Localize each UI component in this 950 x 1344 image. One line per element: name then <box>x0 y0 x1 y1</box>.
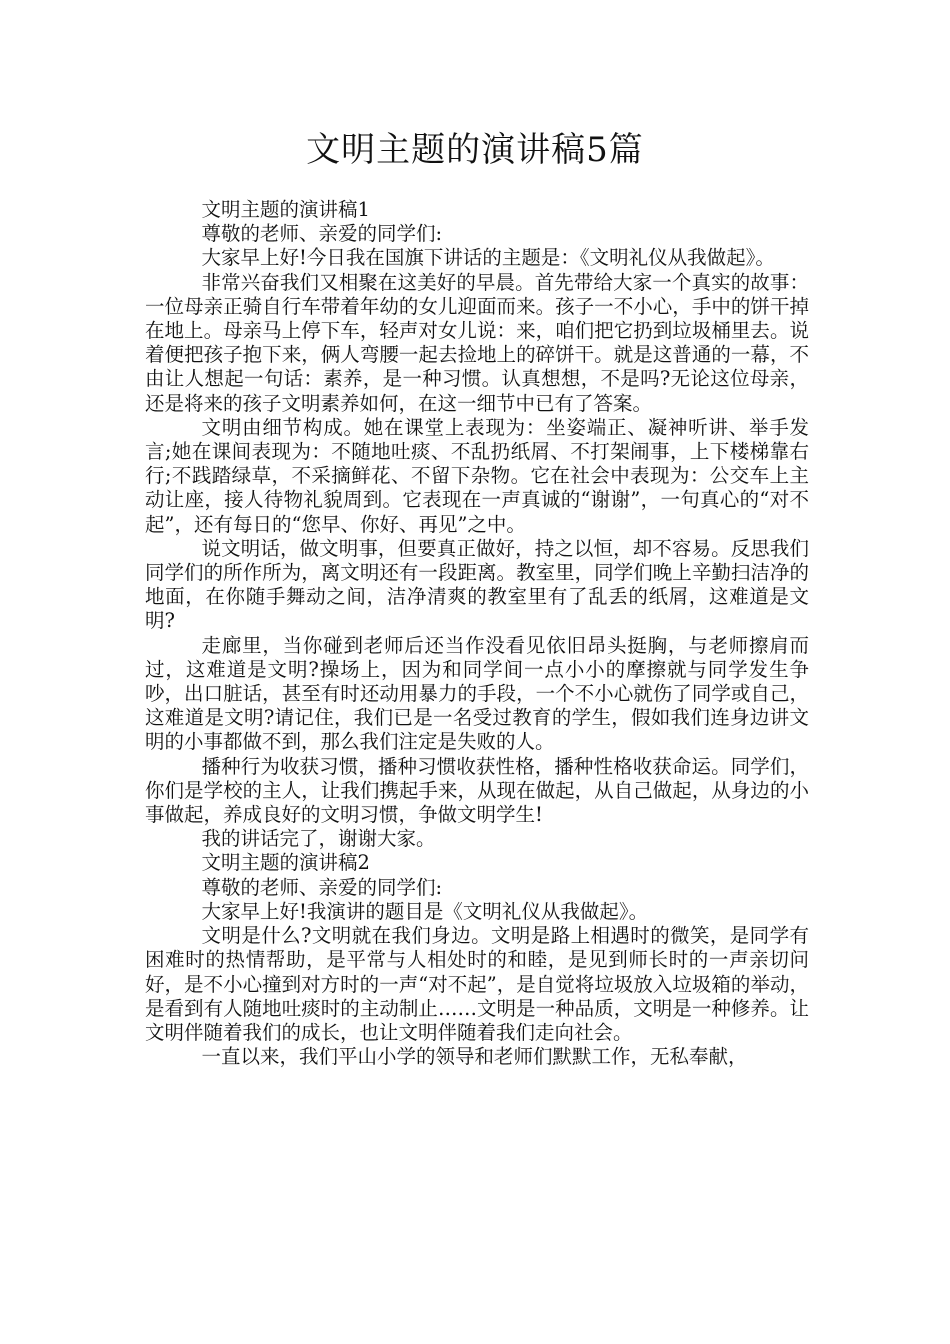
paragraph: 非常兴奋我们又相聚在这美好的早晨。首先带给大家一个真实的故事：一位母亲正骑自行车带着年幼的女儿迎面而来。孩子一不小心，手中的饼干掉在地上。母亲马上停下车，轻声对女儿说：来，咱们把它扔到垃圾桶里去。说着便把孩子抱下来，俩人弯腰一起去捡地上的碎饼干。就是这普通的一幕，不由让人想起一句话：素养，是一种习惯。认真想想，不是吗?无论这位母亲，还是将来的孩子文明素养如何，在这一细节中已有了答案。 <box>145 270 809 415</box>
paragraph: 文明主题的演讲稿2 <box>201 851 370 875</box>
paragraph: 说文明话，做文明事，但要真正做好，持之以恒，却不容易。反思我们同学们的所作所为，离文明还有一段距离。教室里，同学们晚上辛勤扫洁净的地面，在你随手舞动之间，洁净清爽的教室里有了乱丢的纸屑，这难道是文明? <box>145 536 809 633</box>
paragraph: 文明主题的演讲稿1 <box>201 198 370 221</box>
paragraph: 文明由细节构成。她在课堂上表现为：坐姿端正、凝神听讲、举手发言;她在课间表现为：不随地吐痰、不乱扔纸屑、不打架闹事，上下楼梯靠右行;不践踏绿草，不采摘鲜花、不留下杂物。它在社会中表现为：公交车上主动让座，接人待物礼貌周到。它表现在一声真诚的“谢谢”，一句真心的“对不起”，还有每日的“您早、你好、再见”之中。 <box>145 415 809 536</box>
paragraph: 大家早上好!今日我在国旗下讲话的主题是：《文明礼仪从我做起》。 <box>201 246 775 270</box>
document-body <box>145 198 809 1069</box>
document-title: 文明主题的演讲稿5篇 <box>306 130 644 170</box>
paragraph: 一直以来，我们平山小学的领导和老师们默默工作，无私奉献， <box>201 1045 748 1069</box>
paragraph: 大家早上好!我演讲的题目是《文明礼仪从我做起》。 <box>201 899 649 923</box>
paragraph: 走廊里，当你碰到老师后还当作没看见依旧昂头挺胸，与老师擦肩而过，这难道是文明?操场上，因为和同学间一点小小的摩擦就与同学发生争吵，出口脏话，甚至有时还动用暴力的手段，一个不小心就伤了同学或自己，这难道是文明?请记住，我们已是一名受过教育的学生，假如我们连身边讲文明的小事都做不到，那么我们注定是失败的人。 <box>145 633 809 754</box>
paragraph: 播种行为收获习惯，播种习惯收获性格，播种性格收获命运。同学们，你们是学校的主人，让我们携起手来，从现在做起，从自己做起，从身边的小事做起，养成良好的文明习惯，争做文明学生! <box>145 754 809 827</box>
paragraph: 尊敬的老师、亲爱的同学们: <box>201 222 443 246</box>
paragraph: 文明是什么?文明就在我们身边。文明是路上相遇时的微笑，是同学有困难时的热情帮助，是平常与人相处时的和睦，是见到师长时的一声亲切问好，是不小心撞到对方时的一声“对不起”，是自觉将垃圾放入垃圾箱的举动，是看到有人随地吐痰时的主动制止……文明是一种品质，文明是一种修养。让文明伴随着我们的成长，也让文明伴随着我们走向社会。 <box>145 924 809 1044</box>
paragraph: 我的讲话完了，谢谢大家。 <box>201 827 436 851</box>
paragraph: 尊敬的老师、亲爱的同学们: <box>201 875 443 899</box>
